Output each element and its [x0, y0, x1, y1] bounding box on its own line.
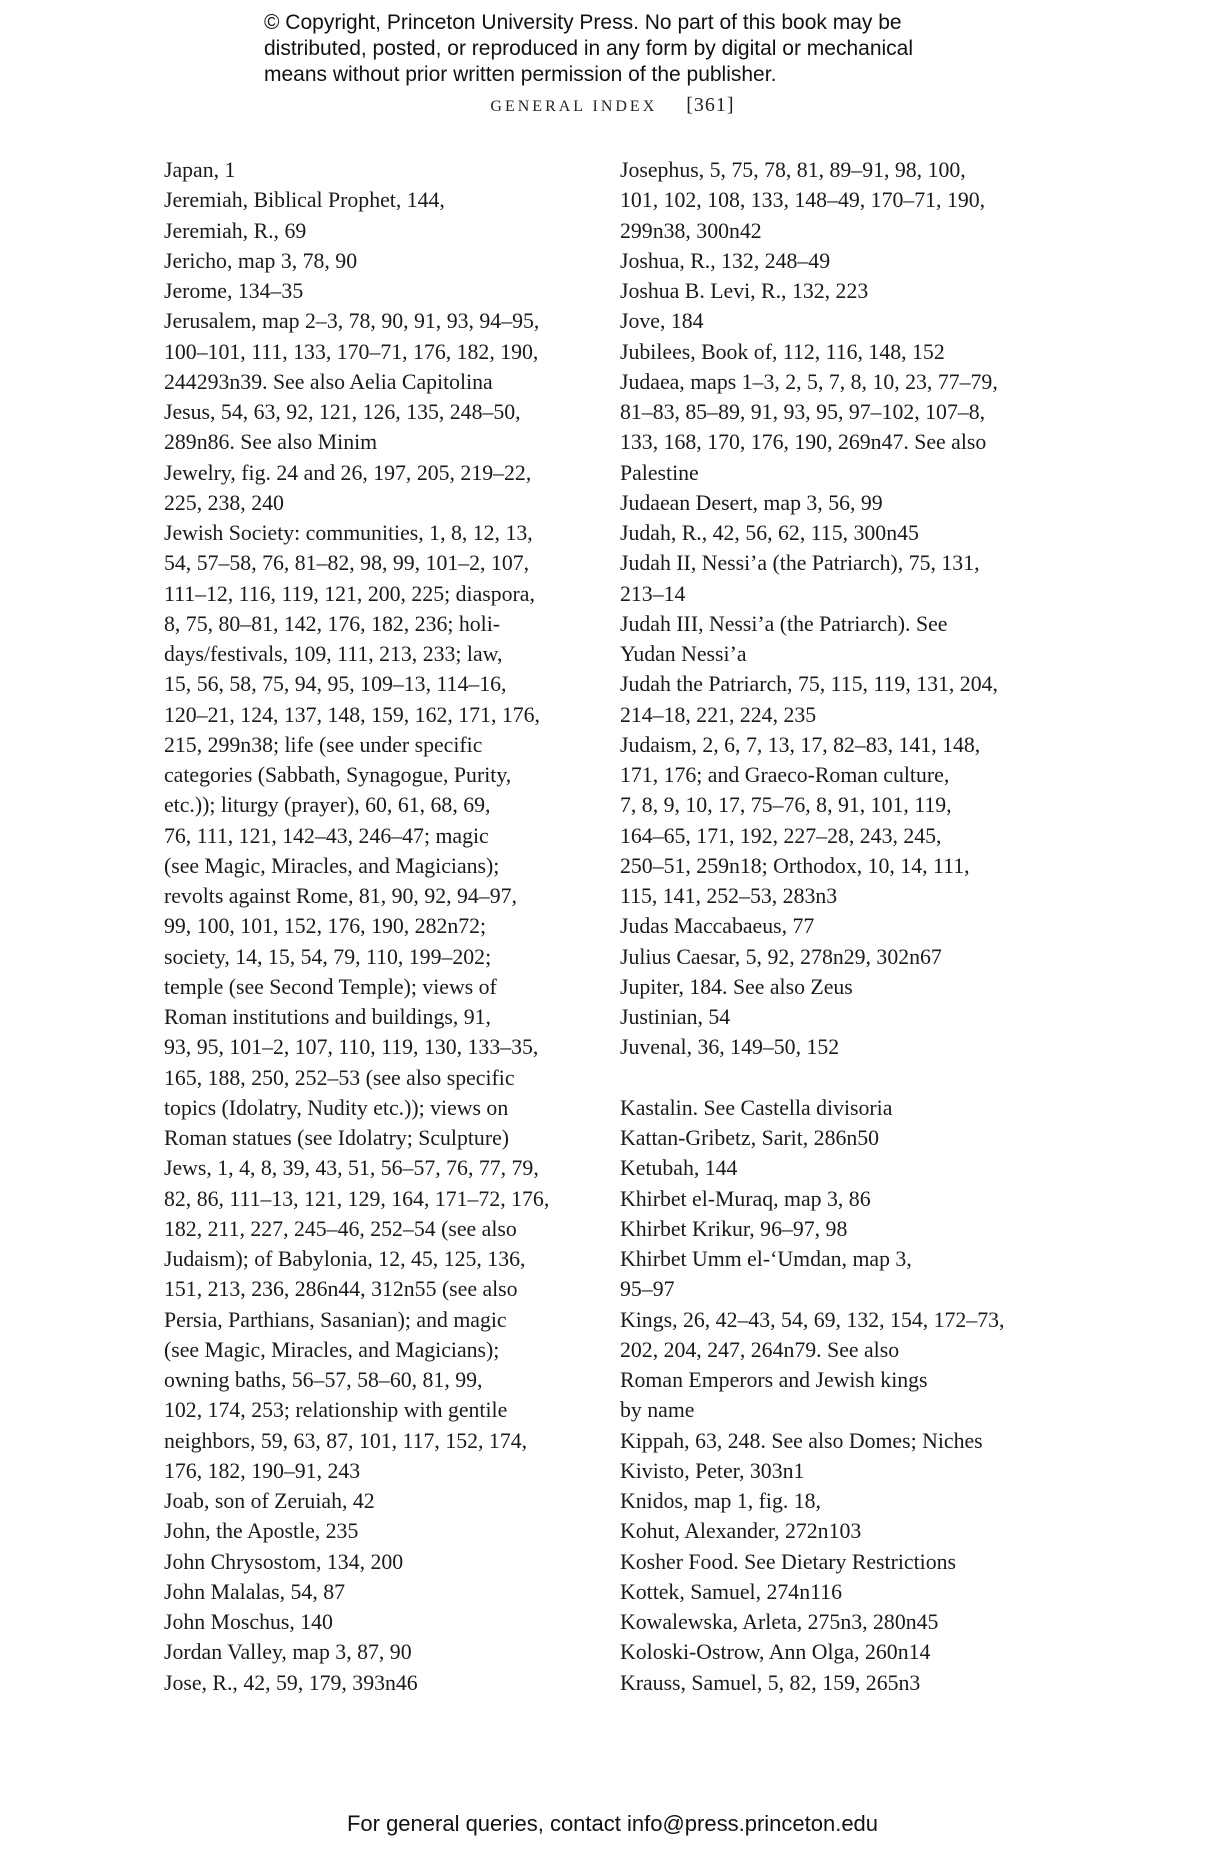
index-entry [620, 276, 1060, 306]
index-entry-line: Kings, 26, 42–43, 54, 69, 132, 154, 172–73, [620, 1307, 1005, 1332]
index-entry [164, 1547, 604, 1577]
running-head [0, 94, 1225, 117]
index-entry-line: John Malalas, 54, 87 [164, 1579, 346, 1604]
index-entry [620, 337, 1060, 367]
index-entry [620, 609, 1060, 670]
index-entry [620, 1607, 1060, 1637]
index-entry [620, 669, 1060, 730]
index-entry [620, 1123, 1060, 1153]
index-entry-line: 176, 182, 190–91, 243 [164, 1458, 361, 1483]
index-entry-line: Jews, 1, 4, 8, 39, 43, 51, 56–57, 76, 77, 79, [164, 1156, 539, 1181]
index-entry-line: Jerusalem, map 2–3, 78, 90, 91, 93, 94–95, [164, 309, 540, 334]
index-entry-line: Judaean Desert, map 3, 56, 99 [620, 490, 883, 515]
index-entry-line: 115, 141, 252–53, 283n3 [620, 884, 838, 908]
index-entry-line: 164–65, 171, 192, 227–28, 243, 245, [620, 823, 942, 848]
index-entry-line: 120–21, 124, 137, 148, 159, 162, 171, 176, [164, 702, 540, 727]
index-section-k [620, 1093, 1060, 1698]
index-entry-line: Jerome, 134–35 [164, 279, 304, 303]
index-entry [620, 911, 1060, 941]
index-entry-line: (see Magic, Miracles, and Magicians); [164, 1337, 500, 1362]
index-entry [164, 1486, 604, 1516]
index-entry-line: Judah the Patriarch, 75, 115, 119, 131, 204, [620, 672, 998, 697]
index-entry-line: 81–83, 85–89, 91, 93, 95, 97–102, 107–8, [620, 400, 986, 424]
index-entry-line: Kottek, Samuel, 274n116 [620, 1579, 842, 1604]
index-entry-line: 102, 174, 253; relationship with gentile [164, 1398, 508, 1423]
index-entry [620, 1516, 1060, 1546]
index-entry [620, 1032, 1060, 1062]
index-entry-line: categories (Sabbath, Synagogue, Purity, [164, 763, 512, 787]
index-entry [620, 518, 1060, 548]
index-entry-line: Kivisto, Peter, 303n1 [620, 1458, 805, 1483]
index-entry-line: Koloski-Ostrow, Ann Olga, 260n14 [620, 1640, 931, 1665]
index-entry-line: 15, 56, 58, 75, 94, 95, 109–13, 114–16, [164, 672, 507, 697]
copyright-line: © Copyright, Princeton University Press. No part of this book may be [264, 11, 902, 34]
index-entry-line: Joshua B. Levi, R., 132, 223 [620, 279, 869, 303]
index-entry [620, 1153, 1060, 1183]
running-head-title: GENERAL INDEX [490, 98, 658, 115]
index-entry [164, 1516, 604, 1546]
index-entry-line: Jewelry, fig. 24 and 26, 197, 205, 219–22, [164, 460, 532, 485]
copyright-line: means without prior written permission of the publisher. [264, 63, 777, 86]
index-entry [620, 488, 1060, 518]
index-entry [164, 246, 604, 276]
index-entry-line: Judaism); of Babylonia, 12, 45, 125, 136, [164, 1247, 526, 1271]
index-column-right [620, 155, 1060, 1698]
index-entry [164, 1637, 604, 1667]
index-entry-line: Jesus, 54, 63, 92, 121, 126, 135, 248–50, [164, 400, 521, 424]
index-entry-line: Josephus, 5, 75, 78, 81, 89–91, 98, 100, [620, 158, 966, 182]
index-entry-line: 8, 75, 80–81, 142, 176, 182, 236; holi- [164, 611, 501, 636]
index-entry-line: Krauss, Samuel, 5, 82, 159, 265n3 [620, 1670, 921, 1695]
index-entry-line: neighbors, 59, 63, 87, 101, 117, 152, 174, [164, 1428, 528, 1453]
index-entry [620, 1305, 1060, 1426]
index-entry-line: by name [620, 1398, 695, 1423]
index-entry-line: (see Magic, Miracles, and Magicians); [164, 853, 500, 878]
index-entry-line: Judah III, Nessi’a (the Patriarch). See [620, 611, 948, 636]
index-entry-line: 299n38, 300n42 [620, 218, 762, 243]
index-entry-line: 133, 168, 170, 176, 190, 269n47. See also [620, 430, 987, 455]
index-entry-line: Judah II, Nessi’a (the Patriarch), 75, 131, [620, 551, 980, 576]
index-entry [164, 306, 604, 397]
index-entry-line: topics (Idolatry, Nudity etc.)); views on [164, 1095, 509, 1120]
index-entry [620, 246, 1060, 276]
index-entry [164, 185, 604, 215]
index-entry-line: Kowalewska, Arleta, 275n3, 280n45 [620, 1610, 939, 1634]
index-entry-line: 213–14 [620, 581, 686, 606]
index-entry [620, 1426, 1060, 1456]
index-entry-line: 215, 299n38; life (see under specific [164, 732, 483, 757]
index-entry-line: Palestine [620, 460, 699, 485]
index-entry-line: Jeremiah, R., 69 [164, 218, 307, 243]
index-entry-line: revolts against Rome, 81, 90, 92, 94–97, [164, 884, 517, 908]
index-entry-line: 101, 102, 108, 133, 148–49, 170–71, 190, [620, 188, 986, 213]
index-entry [620, 367, 1060, 488]
index-entry-line: 99, 100, 101, 152, 176, 190, 282n72; [164, 914, 487, 939]
index-entry [620, 730, 1060, 912]
index-entry [620, 548, 1060, 609]
index-entry-line: Roman institutions and buildings, 91, [164, 1005, 491, 1029]
index-entry-line: Jose, R., 42, 59, 179, 393n46 [164, 1670, 418, 1695]
index-entry-line: Jewish Society: communities, 1, 8, 12, 13, [164, 521, 533, 545]
index-entry [164, 458, 604, 519]
index-entry-line: 244293n39. See also Aelia Capitolina [164, 369, 493, 394]
index-entry-line: 202, 204, 247, 264n79. See also [620, 1337, 900, 1362]
index-entry-line: society, 14, 15, 54, 79, 110, 199–202; [164, 944, 492, 969]
index-entry-line: Khirbet el-Muraq, map 3, 86 [620, 1186, 871, 1211]
index-entry [164, 518, 604, 1153]
index-entry [620, 1577, 1060, 1607]
index-entry-line: Japan, 1 [164, 158, 236, 182]
index-entry [620, 1668, 1060, 1698]
index-entry-line: temple (see Second Temple); views of [164, 974, 497, 999]
index-entry [164, 155, 604, 185]
index-entry-line: Judaism, 2, 6, 7, 13, 17, 82–83, 141, 148, [620, 732, 981, 757]
index-entry-line: 54, 57–58, 76, 81–82, 98, 99, 101–2, 107, [164, 551, 530, 576]
index-entry-line: 289n86. See also Minim [164, 430, 378, 455]
index-entry-line: 214–18, 221, 224, 235 [620, 702, 817, 727]
index-entry-line: Joab, son of Zeruiah, 42 [164, 1489, 375, 1513]
index-entry-line: Jordan Valley, map 3, 87, 90 [164, 1640, 412, 1665]
index-entry [620, 306, 1060, 336]
index-entry [164, 397, 604, 458]
index-entry-line: 171, 176; and Graeco-Roman culture, [620, 763, 950, 787]
index-entry-line: John Chrysostom, 134, 200 [164, 1549, 404, 1574]
index-entry-line: 165, 188, 250, 252–53 (see also specific [164, 1065, 515, 1090]
index-entry [164, 1153, 604, 1486]
index-entry-line: Jubilees, Book of, 112, 116, 148, 152 [620, 339, 945, 364]
index-entry [620, 1093, 1060, 1123]
index-entry-line: 151, 213, 236, 286n44, 312n55 (see also [164, 1277, 518, 1302]
footer-contact: For general queries, contact info@press.princeton.edu [346, 1811, 879, 1836]
index-entry-line: Kastalin. See Castella divisoria [620, 1095, 893, 1120]
index-entry-line: Justinian, 54 [620, 1005, 731, 1029]
index-entry-line: Judah, R., 42, 56, 62, 115, 300n45 [620, 521, 919, 545]
index-entry-line: 182, 211, 227, 245–46, 252–54 (see also [164, 1216, 517, 1241]
copyright-notice [264, 10, 1024, 88]
index-entry-line: 111–12, 116, 119, 121, 200, 225; diaspora, [164, 581, 535, 606]
index-entry [164, 216, 604, 246]
index-entry [620, 155, 1060, 246]
index-entry-line: Jeremiah, Biblical Prophet, 144, [164, 188, 445, 213]
index-entry-line: Yudan Nessi’a [620, 642, 747, 666]
index-entry-line: Khirbet Umm el-‘Umdan, map 3, [620, 1247, 912, 1271]
index-entry-line: Persia, Parthians, Sasanian); and magic [164, 1307, 507, 1332]
index-entry-line: 82, 86, 111–13, 121, 129, 164, 171–72, 176, [164, 1186, 550, 1211]
index-section-j [620, 155, 1060, 1063]
index-entry-line: 95–97 [620, 1277, 675, 1302]
index-entry-line: Judaea, maps 1–3, 2, 5, 7, 8, 10, 23, 77–79, [620, 369, 998, 394]
index-entry-line: John, the Apostle, 235 [164, 1519, 359, 1544]
index-entry [620, 1002, 1060, 1032]
index-entry [620, 1547, 1060, 1577]
index-entry-line: Jupiter, 184. See also Zeus [620, 974, 853, 999]
index-entry [620, 972, 1060, 1002]
index-entry-line: 76, 111, 121, 142–43, 246–47; magic [164, 823, 489, 848]
index-entry [620, 942, 1060, 972]
index-entry-line: Roman Emperors and Jewish kings [620, 1368, 928, 1392]
index-entry-line: Kosher Food. See Dietary Restrictions [620, 1549, 956, 1574]
copyright-line: distributed, posted, or reproduced in any form by digital or mechanical [264, 37, 914, 60]
index-entry [620, 1244, 1060, 1305]
index-entry-line: Ketubah, 144 [620, 1156, 738, 1181]
index-entry-line: etc.)); liturgy (prayer), 60, 61, 68, 69, [164, 793, 491, 818]
index-entry [164, 276, 604, 306]
index-entry-line: Judas Maccabaeus, 77 [620, 914, 815, 939]
index-entry-line: days/festivals, 109, 111, 213, 233; law, [164, 642, 503, 666]
index-entry-line: 225, 238, 240 [164, 490, 284, 515]
index-entry-line: 7, 8, 9, 10, 17, 75–76, 8, 91, 101, 119, [620, 793, 952, 818]
index-entry-line: Jove, 184 [620, 309, 704, 334]
index-entry-line: 100–101, 111, 133, 170–71, 176, 182, 190, [164, 339, 539, 364]
section-gap [620, 1063, 1060, 1093]
index-entry [620, 1486, 1060, 1516]
index-entry [620, 1456, 1060, 1486]
index-entry-line: Kippah, 63, 248. See also Domes; Niches [620, 1428, 983, 1453]
index-entry-line: Roman statues (see Idolatry; Sculpture) [164, 1126, 510, 1150]
index-entry-line: Julius Caesar, 5, 92, 278n29, 302n67 [620, 944, 942, 969]
index-entry-line: Jericho, map 3, 78, 90 [164, 248, 358, 273]
index-entry-line: 250–51, 259n18; Orthodox, 10, 14, 111, [620, 853, 970, 878]
index-entry [164, 1668, 604, 1698]
index-entry-line: John Moschus, 140 [164, 1610, 333, 1634]
index-entry [164, 1607, 604, 1637]
index-entry-line: 93, 95, 101–2, 107, 110, 119, 130, 133–35, [164, 1035, 539, 1060]
index-entry-line: Khirbet Krikur, 96–97, 98 [620, 1216, 848, 1241]
index-entry-line: Knidos, map 1, fig. 18, [620, 1489, 822, 1513]
index-entry-line: Kohut, Alexander, 272n103 [620, 1519, 862, 1544]
index-entry [620, 1184, 1060, 1214]
index-entry [620, 1214, 1060, 1244]
index-entry-line: owning baths, 56–57, 58–60, 81, 99, [164, 1368, 483, 1392]
index-entry-line: Juvenal, 36, 149–50, 152 [620, 1035, 840, 1060]
index-entry-line: Kattan-Gribetz, Sarit, 286n50 [620, 1126, 880, 1150]
index-entry-line: Joshua, R., 132, 248–49 [620, 248, 831, 273]
page-number: [361] [686, 94, 735, 116]
index-entry [164, 1577, 604, 1607]
index-column-left [164, 155, 604, 1698]
index-entry [620, 1637, 1060, 1667]
